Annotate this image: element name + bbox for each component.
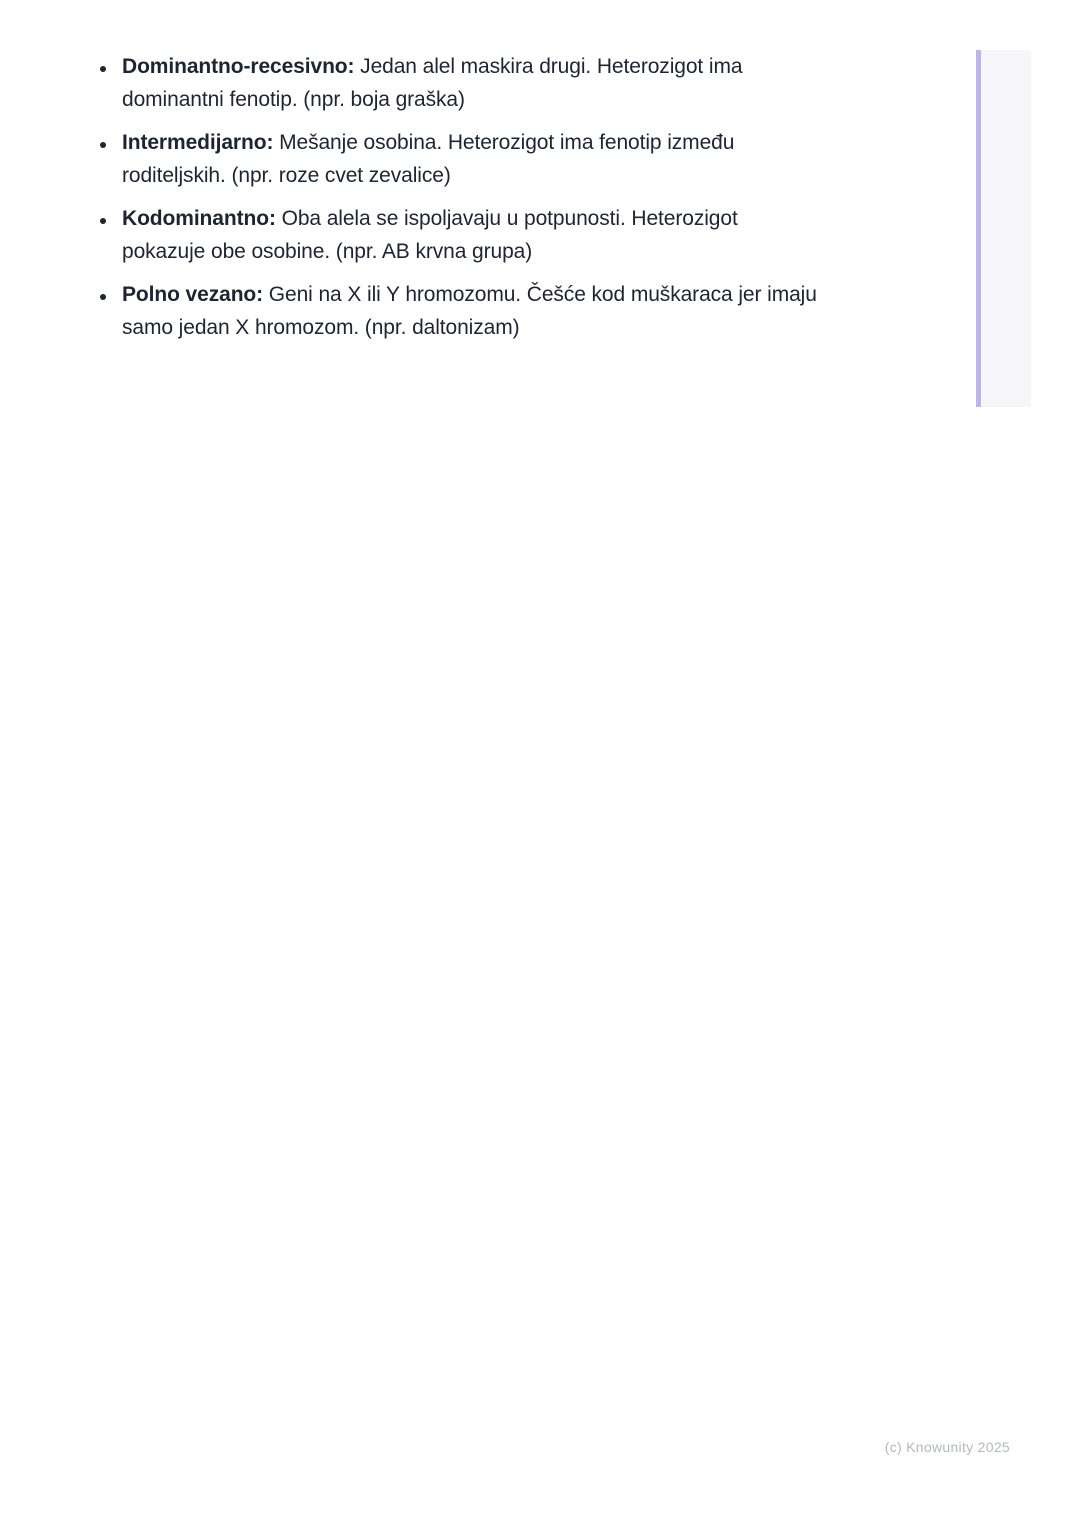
item-line-2: dominantni fenotip. (npr. boja graška) <box>122 88 465 111</box>
bullet-icon <box>100 66 106 72</box>
item-line-1 <box>122 278 1080 311</box>
list-item-polno-vezano <box>122 278 1080 344</box>
item-text: Jedan alel maskira drugi. Heterozigot ima <box>354 55 743 78</box>
item-text: Oba alela se ispoljavaju u potpunosti. Heterozigot <box>275 207 738 230</box>
dominance-types-list <box>0 0 1080 344</box>
bullet-icon <box>100 294 106 300</box>
item-line-2: pokazuje obe osobine. (npr. AB krvna grupa) <box>122 240 533 263</box>
list-item-kodominantno <box>122 202 1080 268</box>
item-line-1 <box>122 50 1080 83</box>
list-item-intermedijarno <box>122 126 1080 192</box>
item-term: Intermedijarno: <box>122 131 274 154</box>
bullet-icon <box>100 142 106 148</box>
list-item-dominantno-recesivno <box>122 50 1080 116</box>
item-text: Mešanje osobina. Heterozigot ima fenotip između <box>273 131 735 154</box>
item-term: Kodominantno: <box>122 207 276 230</box>
item-text: Geni na X ili Y hromozomu. Češće kod muškaraca jer imaju <box>263 283 817 306</box>
item-line-1 <box>122 202 1080 235</box>
scrollbar-indicator[interactable] <box>976 50 1031 407</box>
item-term: Polno vezano: <box>122 283 264 306</box>
item-line-2: samo jedan X hromozom. (npr. daltonizam) <box>122 316 520 339</box>
item-line-2: roditeljskih. (npr. roze cvet zevalice) <box>122 164 451 187</box>
bullet-icon <box>100 218 106 224</box>
footer-copyright: (c) Knowunity 2025 <box>884 1439 1010 1455</box>
item-term: Dominantno-recesivno: <box>122 55 355 78</box>
item-line-1 <box>122 126 1080 159</box>
